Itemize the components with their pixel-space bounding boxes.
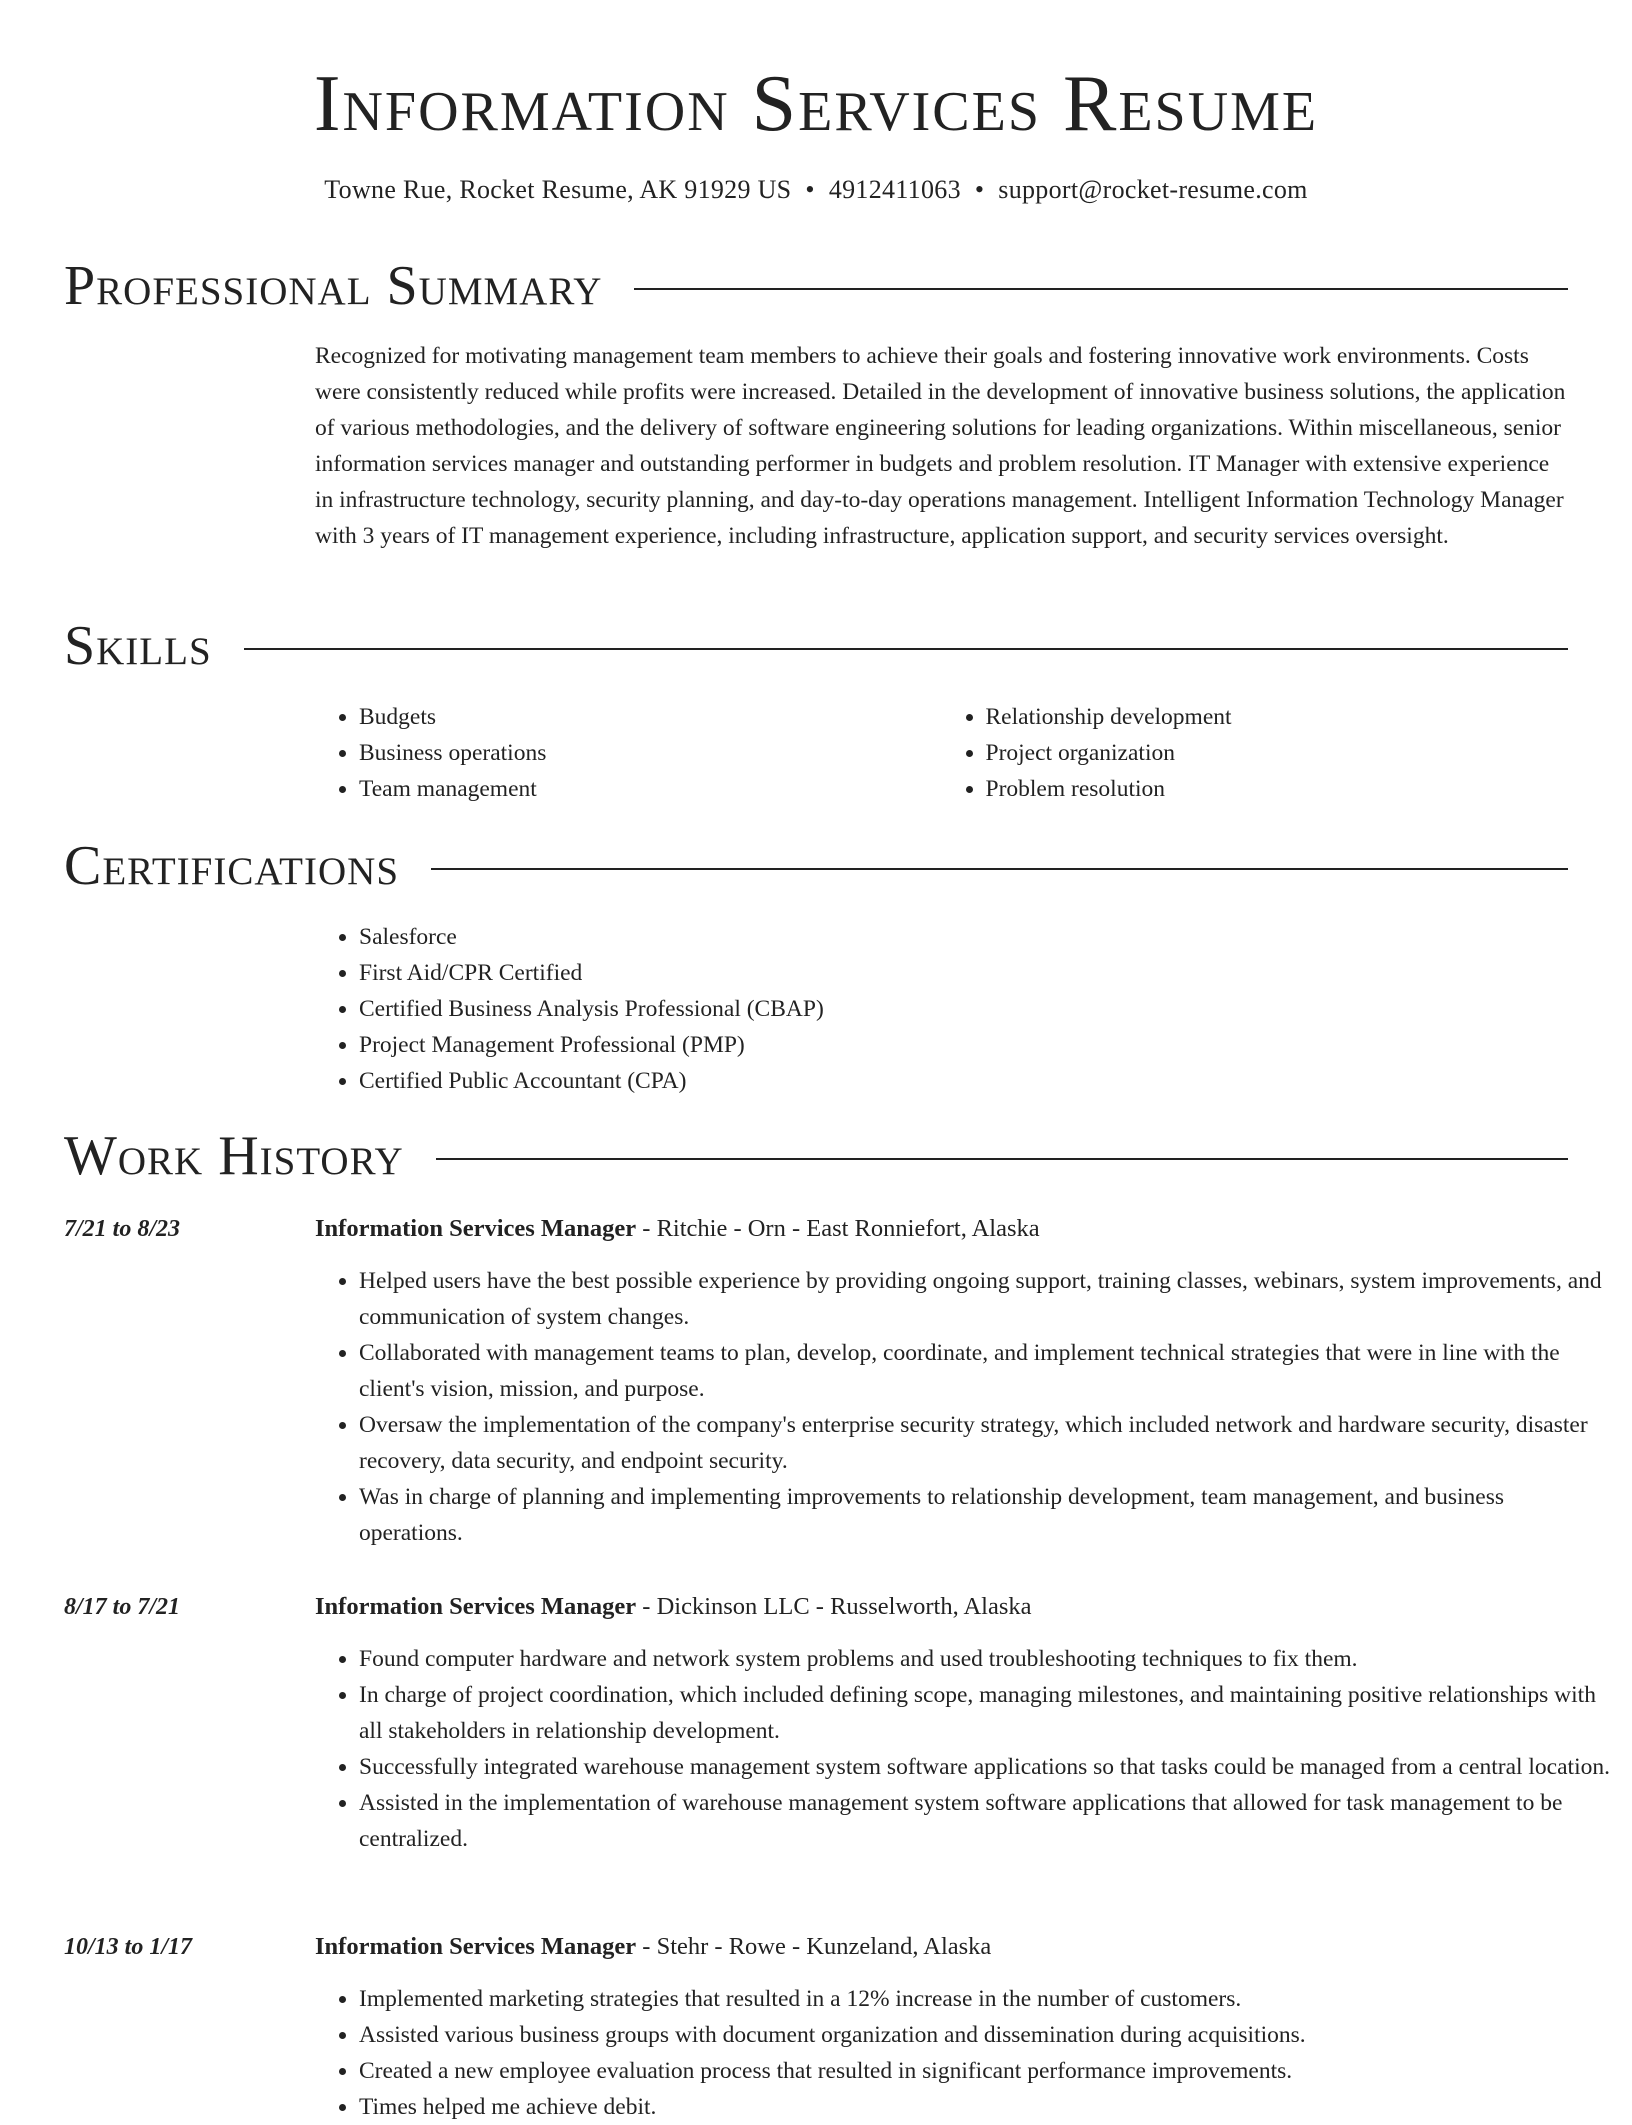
certification-item: • First Aid/CPR Certified: [359, 955, 1568, 991]
job-title: Information Services Manager: [315, 1933, 637, 1960]
job-bullet: • Created a new employee evaluation process that resulted in significant performance improvements.: [359, 2053, 1612, 2089]
contact-line: [64, 172, 1568, 208]
contact-separator: •: [805, 175, 815, 204]
skill-item: • Budgets: [359, 699, 942, 735]
summary-text: Recognized for motivating management team members to achieve their goals and fostering innovative work environments. Costs were consistently reduced while profits were increased. Detailed in the development of innovative business solutions, the application of various methodologies, and the delivery of software engineering solutions for leading organizations. Within miscellaneous, senior information services manager and outstanding performer in budgets and problem resolution. IT Manager with extensive experience in infrastructure technology, security planning, and day-to-day operations management. Intelligent Information Technology Manager with 3 years of IT management experience, including infrastructure, application support, and security services oversight.: [315, 343, 1566, 549]
certifications-section-header: [64, 834, 1568, 898]
contact-phone: 4912411063: [828, 175, 961, 204]
job-title: Information Services Manager: [315, 1215, 637, 1242]
certification-item: • Certified Business Analysis Professional (CBAP): [359, 991, 1568, 1027]
skills-grid: [315, 699, 1568, 807]
job-bullet: • Times helped me achieve debit.: [359, 2089, 1612, 2125]
job-bullets: [315, 1263, 1612, 1551]
job-dates: 8/17 to 7/21: [64, 1594, 181, 1620]
job-bullet: • Successfully integrated warehouse management system software applications so that tasks could be managed from a central location.: [359, 1749, 1612, 1785]
section-divider: [634, 288, 1568, 290]
work-history-section-header: [64, 1124, 1568, 1188]
job-title: Information Services Manager: [315, 1593, 637, 1620]
summary-heading: Professional Summary: [64, 255, 603, 317]
work-history-heading: Work History: [64, 1125, 404, 1187]
skills-section-header: [64, 614, 1568, 678]
certification-item: • Project Management Professional (PMP): [359, 1027, 1568, 1063]
job-bullet: • Collaborated with management teams to plan, develop, coordinate, and implement technical strategies that were in line with the client's vision, mission, and purpose.: [359, 1335, 1612, 1407]
certifications-list: [315, 919, 1568, 1099]
job-heading: [315, 1211, 1040, 1247]
resume-title: Information Services Resume: [313, 60, 1319, 148]
job-bullet: • Found computer hardware and network system problems and used troubleshooting techniques to fix them.: [359, 1641, 1612, 1677]
skill-item: • Business operations: [359, 735, 942, 771]
contact-address: Towne Rue, Rocket Resume, AK 91929 US: [324, 175, 792, 204]
skill-item: • Project organization: [986, 735, 1569, 771]
job-bullet: • Helped users have the best possible experience by providing ongoing support, training classes, webinars, system improvements, and communication of system changes.: [359, 1263, 1612, 1335]
job-dates: 10/13 to 1/17: [64, 1934, 193, 1960]
skill-item: • Problem resolution: [986, 771, 1569, 807]
job-bullet: • Oversaw the implementation of the company's enterprise security strategy, which included network and hardware security, disaster recovery, data security, and endpoint security.: [359, 1407, 1612, 1479]
section-divider: [436, 1158, 1568, 1160]
certification-item: • Certified Public Accountant (CPA): [359, 1063, 1568, 1099]
skills-body: [315, 699, 1568, 807]
job-employer-location: - Ritchie - Orn - East Ronniefort, Alaska: [636, 1215, 1040, 1242]
job-bullets: [315, 1981, 1612, 2125]
job-bullet: • Assisted in the implementation of warehouse management system software applications that allowed for task management to be centralized.: [359, 1785, 1612, 1857]
skill-item: • Relationship development: [986, 699, 1569, 735]
job-employer-location: - Dickinson LLC - Russelworth, Alaska: [636, 1593, 1032, 1620]
job-bullet: • Assisted various business groups with document organization and dissemination during acquisitions.: [359, 2017, 1612, 2053]
skills-list-left: [315, 699, 942, 807]
job-heading: [315, 1929, 991, 1965]
job-heading: [315, 1589, 1032, 1625]
section-divider: [244, 648, 1568, 650]
contact-separator: •: [974, 175, 985, 204]
summary-section-header: [64, 254, 1568, 318]
job-bullet: • Was in charge of planning and implementing improvements to relationship development, team management, and business operations.: [359, 1479, 1612, 1551]
skills-heading: Skills: [64, 615, 212, 677]
job-bullets: [315, 1641, 1612, 1857]
section-divider: [431, 868, 1568, 870]
contact-email[interactable]: support@rocket-resume.com: [998, 175, 1308, 204]
certification-item: • Salesforce: [359, 919, 1568, 955]
skill-item: • Team management: [359, 771, 942, 807]
job-employer-location: - Stehr - Rowe - Kunzeland, Alaska: [636, 1933, 992, 1960]
certifications-body: [315, 919, 1568, 1099]
summary-body: [315, 338, 1568, 554]
skills-list-right: [942, 699, 1569, 807]
certifications-heading: Certifications: [64, 835, 400, 897]
job-bullet: • In charge of project coordination, which included defining scope, managing milestones, and maintaining positive relationships with all stakeholders in relationship development.: [359, 1677, 1612, 1749]
job-dates: 7/21 to 8/23: [64, 1216, 181, 1242]
job-bullet: • Implemented marketing strategies that resulted in a 12% increase in the number of customers.: [359, 1981, 1612, 2017]
